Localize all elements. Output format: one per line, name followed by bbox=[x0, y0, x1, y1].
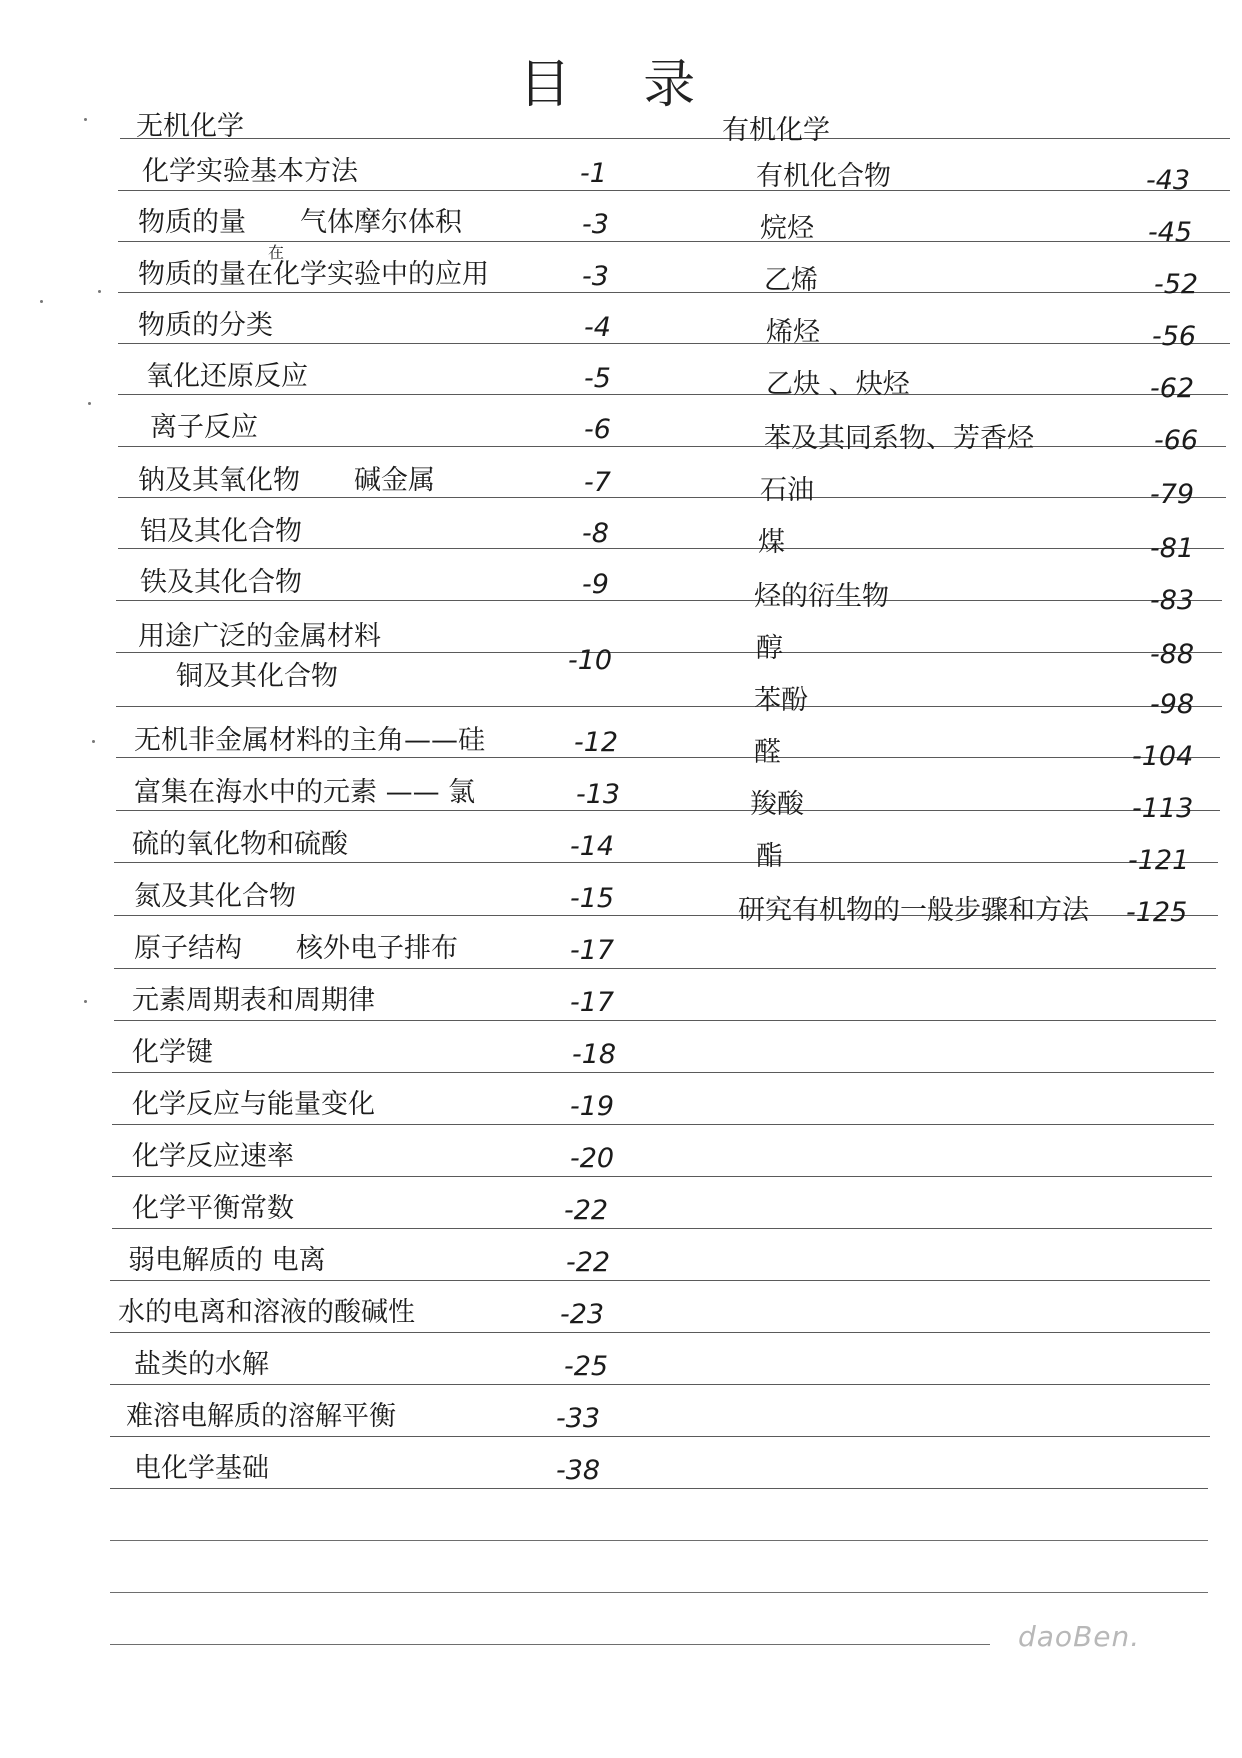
ruled-line bbox=[110, 1488, 1208, 1489]
toc-page-number: -7 bbox=[584, 467, 611, 498]
toc-entry: 化学键 bbox=[132, 1037, 213, 1068]
toc-entry: 物质的量 气体摩尔体积 bbox=[138, 207, 462, 238]
toc-page-number: -62 bbox=[1150, 373, 1195, 404]
toc-page-number: -45 bbox=[1148, 217, 1193, 248]
ruled-line bbox=[114, 968, 1216, 969]
toc-entry: 物质的分类 bbox=[138, 310, 273, 341]
toc-page-number: -3 bbox=[582, 209, 609, 240]
ruled-line bbox=[110, 1436, 1210, 1437]
toc-page-number: -22 bbox=[564, 1195, 609, 1226]
toc-entry: 烷烃 bbox=[760, 213, 814, 244]
toc-page-number: -33 bbox=[556, 1403, 601, 1434]
toc-page-number: -9 bbox=[582, 569, 609, 600]
toc-entry: 化学反应速率 bbox=[132, 1141, 294, 1172]
toc-page-number: -25 bbox=[564, 1351, 609, 1382]
toc-page-number: -38 bbox=[556, 1455, 601, 1486]
toc-entry: 酯 bbox=[756, 841, 783, 872]
toc-entry: 离子反应 bbox=[150, 412, 258, 443]
toc-entry: 盐类的水解 bbox=[134, 1349, 269, 1380]
insertion-mark: 在 bbox=[268, 243, 285, 262]
ruled-line bbox=[116, 600, 1222, 601]
toc-page-number: -5 bbox=[584, 363, 611, 394]
ruled-line bbox=[118, 343, 1230, 344]
toc-entry: 铝及其化合物 bbox=[140, 516, 302, 547]
toc-entry: 氧化还原反应 bbox=[146, 361, 308, 392]
toc-entry: 钠及其氧化物 碱金属 bbox=[138, 465, 435, 496]
ruled-line bbox=[110, 1592, 1208, 1593]
toc-page-number: -121 bbox=[1128, 845, 1190, 876]
toc-page-number: -17 bbox=[570, 987, 615, 1018]
toc-page-number: -1 bbox=[580, 158, 607, 189]
ruled-line bbox=[112, 1072, 1214, 1073]
section-heading-organic: 有机化学 bbox=[722, 115, 830, 146]
toc-page-number: -4 bbox=[584, 312, 611, 343]
toc-entry: 化学反应与能量变化 bbox=[132, 1089, 375, 1120]
toc-subentry: 铜及其化合物 bbox=[176, 661, 338, 692]
toc-page-number: -13 bbox=[576, 779, 621, 810]
toc-entry: 弱电解质的 电离 bbox=[128, 1245, 326, 1276]
toc-entry: 苯酚 bbox=[754, 685, 808, 716]
toc-entry: 原子结构 核外电子排布 bbox=[134, 933, 458, 964]
toc-entry: 羧酸 bbox=[750, 789, 804, 820]
ruled-line bbox=[118, 190, 1230, 191]
ruled-line bbox=[112, 1176, 1212, 1177]
toc-page-number-corrected bbox=[566, 1246, 610, 1280]
toc-entry: 研究有机物的一般步骤和方法 bbox=[738, 895, 1089, 926]
toc-page-number: -20 bbox=[570, 1143, 615, 1174]
toc-page-number: -15 bbox=[570, 883, 615, 914]
scan-speck bbox=[98, 290, 101, 293]
toc-entry: 石油 bbox=[760, 475, 814, 506]
toc-page-number: -23 bbox=[560, 1299, 605, 1330]
page-number-original: -22 bbox=[566, 1247, 611, 1278]
toc-page-number: -81 bbox=[1150, 533, 1195, 564]
ruled-line bbox=[114, 862, 1218, 863]
ruled-line bbox=[112, 1228, 1212, 1229]
toc-entry: 烯烃 bbox=[766, 317, 820, 348]
page-title: 目 录 bbox=[518, 55, 724, 115]
ruled-line bbox=[110, 1540, 1208, 1541]
scan-speck bbox=[88, 402, 91, 405]
ruled-line bbox=[116, 706, 1222, 707]
toc-page-number: -43 bbox=[1146, 165, 1191, 196]
toc-entry: 难溶电解质的溶解平衡 bbox=[126, 1401, 396, 1432]
toc-entry: 物质的量在化学实验中的应用 bbox=[138, 259, 489, 290]
toc-page-number: -12 bbox=[574, 727, 619, 758]
toc-entry: 有机化合物 bbox=[756, 161, 891, 192]
toc-entry: 硫的氧化物和硫酸 bbox=[132, 829, 348, 860]
ruled-line bbox=[110, 1384, 1210, 1385]
toc-page-number: -52 bbox=[1154, 269, 1199, 300]
toc-page-number: -98 bbox=[1150, 689, 1195, 720]
ruled-line bbox=[110, 1644, 990, 1645]
scan-speck bbox=[84, 118, 87, 121]
toc-entry: 化学实验基本方法 bbox=[142, 156, 358, 187]
ruled-line bbox=[118, 446, 1226, 447]
section-heading-inorganic: 无机化学 bbox=[136, 111, 244, 142]
toc-page-number: -3 bbox=[582, 261, 609, 292]
ruled-line bbox=[120, 138, 1230, 139]
toc-page-number: -125 bbox=[1126, 897, 1188, 928]
toc-page-number: -10 bbox=[568, 645, 613, 676]
scan-speck bbox=[84, 1000, 87, 1003]
toc-entry: 乙炔 、炔烃 bbox=[766, 369, 910, 400]
toc-entry: 煤 bbox=[758, 527, 785, 558]
toc-entry: 富集在海水中的元素 —— 氯 bbox=[134, 777, 476, 808]
ruled-line bbox=[118, 394, 1228, 395]
toc-page-number: -83 bbox=[1150, 585, 1195, 616]
toc-page-number: -88 bbox=[1150, 639, 1195, 670]
scan-speck bbox=[40, 300, 43, 303]
toc-entry: 电化学基础 bbox=[134, 1453, 269, 1484]
toc-entry: 化学平衡常数 bbox=[132, 1193, 294, 1224]
toc-entry: 用途广泛的金属材料 bbox=[138, 621, 381, 652]
watermark-logo: daoBen. bbox=[1018, 1620, 1141, 1653]
toc-page-number: -14 bbox=[570, 831, 615, 862]
toc-entry: 铁及其化合物 bbox=[140, 567, 302, 598]
toc-page-number: -19 bbox=[570, 1091, 615, 1122]
ruled-line bbox=[110, 1280, 1210, 1281]
ruled-line bbox=[118, 241, 1230, 242]
ruled-line bbox=[112, 1124, 1214, 1125]
toc-page-number: -17 bbox=[570, 935, 615, 966]
toc-page-number: -18 bbox=[572, 1039, 617, 1070]
toc-entry: 氮及其化合物 bbox=[134, 881, 296, 912]
toc-entry: 醛 bbox=[754, 737, 781, 768]
toc-page-number: -56 bbox=[1152, 321, 1197, 352]
toc-entry: 元素周期表和周期律 bbox=[132, 985, 375, 1016]
toc-page-number: -6 bbox=[584, 414, 611, 445]
ruled-line bbox=[116, 810, 1220, 811]
ruled-line bbox=[114, 1020, 1216, 1021]
toc-entry: 醇 bbox=[756, 633, 783, 664]
toc-page-number: -79 bbox=[1150, 479, 1195, 510]
scan-speck bbox=[92, 740, 95, 743]
toc-entry: 烃的衍生物 bbox=[754, 581, 889, 612]
toc-page-number: -113 bbox=[1132, 793, 1194, 824]
toc-entry: 苯及其同系物、芳香烃 bbox=[764, 423, 1034, 454]
ruled-line bbox=[118, 292, 1230, 293]
toc-page-number: -8 bbox=[582, 518, 609, 549]
toc-page-number: -66 bbox=[1154, 425, 1199, 456]
toc-entry: 水的电离和溶液的酸碱性 bbox=[118, 1297, 415, 1328]
ruled-line bbox=[110, 1332, 1210, 1333]
toc-entry: 乙烯 bbox=[764, 265, 818, 296]
toc-page-number: -104 bbox=[1132, 741, 1194, 772]
toc-entry: 无机非金属材料的主角——硅 bbox=[134, 725, 485, 756]
